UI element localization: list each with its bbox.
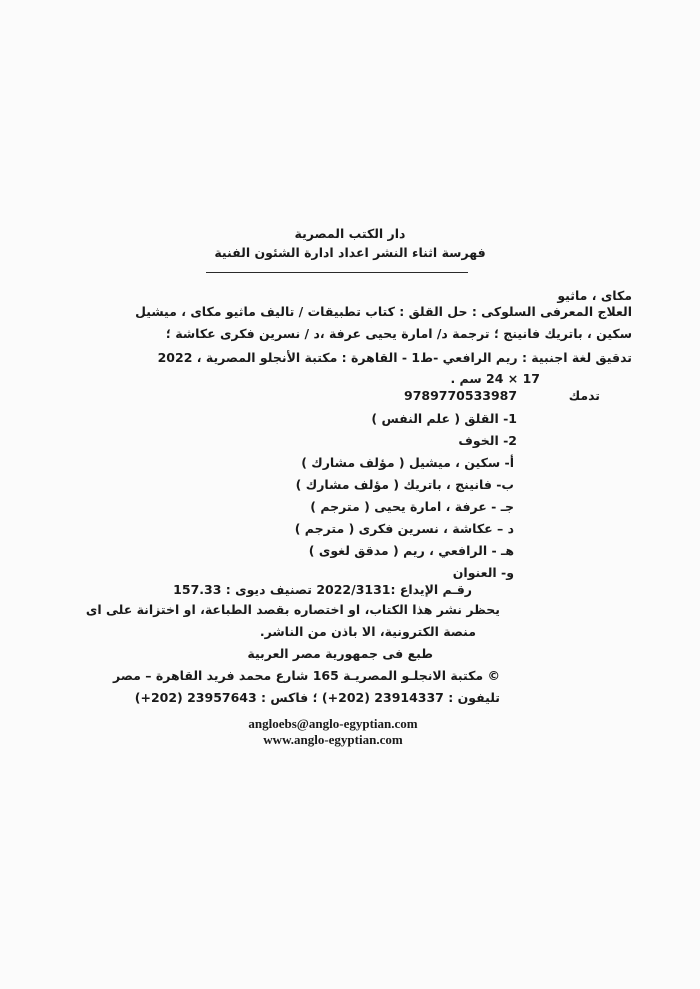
rights-line-2: منصة الكترونية، الا باذن من الناشر. [259,624,476,639]
publisher-address: © مكتبة الانجلـو المصريـة 165 شارع محمد فريد القاهرة – مصر [113,668,500,683]
dimensions: 17 × 24 سم . [450,371,540,386]
publisher-heading: دار الكتب المصرية [294,226,406,241]
added-entry-5: هـ - الرافعي ، ريم ( مدقق لغوى ) [308,543,514,558]
header-divider [206,272,468,273]
publisher-website: www.anglo-egyptian.com [263,732,403,747]
title-line-1: العلاج المعرفى السلوكى : حل القلق : كتاب تطبيقات / تاليف ماثيو مكاى ، ميشيل [135,304,632,319]
added-entry-6: و- العنوان [452,565,514,580]
author-heading: مكاى ، ماثيو [557,288,632,303]
subject-1: 1- القلق ( علم النفس ) [371,411,517,426]
publisher-phone: تليفون : 23914337 (202+) ؛ فاكس : 23957643 (202+) [134,690,500,705]
title-line-3: تدقيق لغة اجنبية : ريم الرافعي -ط1 - القاهرة : مكتبة الأنجلو المصرية ، 2022 [157,350,632,365]
deposit-number: رقـم الإيداع :2022/3131 تصنيف ديوى : 157.33 [173,582,472,597]
subject-2: 2- الخوف [458,433,517,448]
added-entry-1: أ- سكين ، ميشيل ( مؤلف مشارك ) [301,455,514,470]
isbn-label: تدمك [568,388,600,403]
title-line-2: سكين ، باتريك فانينج ؛ ترجمة د/ امارة يحيى عرفة ،د / نسرين فكرى عكاشة ؛ [165,326,632,341]
added-entry-2: ب- فانينج ، باتريك ( مؤلف مشارك ) [295,477,514,492]
publisher-email: angloebs@anglo-egyptian.com [248,716,418,731]
rights-line-1: يحظر نشر هذا الكتاب، او اختصاره بقصد الطباعة، او اختزانة على اى [85,602,500,617]
added-entry-3: جـ - عرفة ، امارة يحيى ( مترجم ) [310,499,514,514]
cataloging-heading: فهرسة اثناء النشر اعداد ادارة الشئون الفنية [214,245,486,260]
printed-in: طبع فى جمهورية مصر العربية [247,646,433,661]
added-entry-4: د – عكاشة ، نسرين فكرى ( مترجم ) [294,521,514,536]
isbn-value: 9789770533987 [404,388,518,403]
